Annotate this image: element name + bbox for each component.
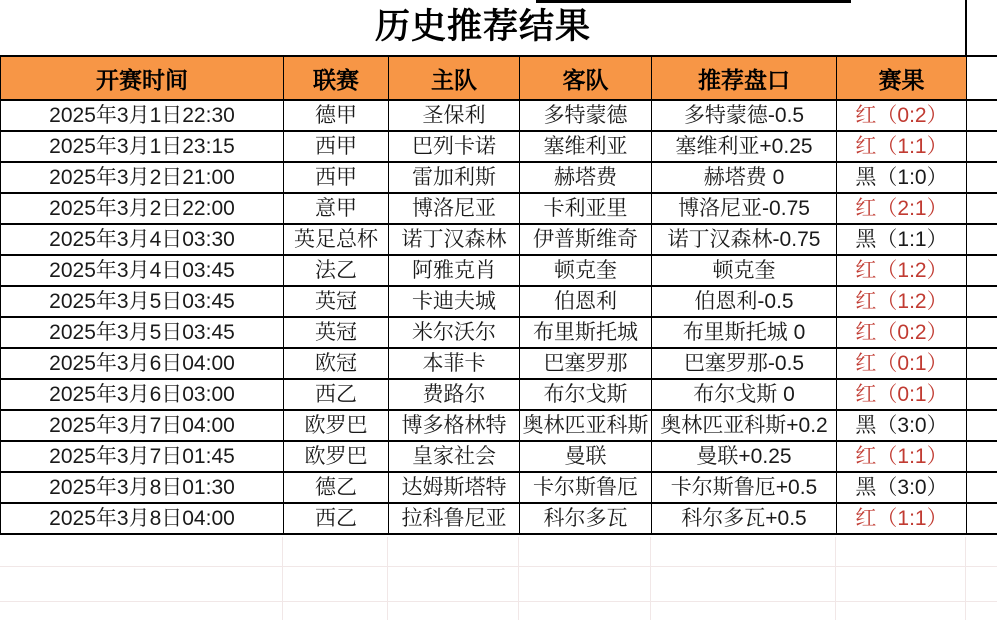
result-cell: 红（1:1） bbox=[837, 131, 967, 162]
header-cell-time: 开赛时间 bbox=[1, 56, 284, 100]
away-team-cell: 曼联 bbox=[520, 441, 652, 472]
time-cell: 2025年3月1日22:30 bbox=[1, 100, 284, 131]
home-team-cell: 米尔沃尔 bbox=[389, 317, 520, 348]
handicap-cell: 布尔戈斯 0 bbox=[652, 379, 837, 410]
home-team-cell: 卡迪夫城 bbox=[389, 286, 520, 317]
time-cell: 2025年3月6日04:00 bbox=[1, 348, 284, 379]
away-team-cell: 科尔多瓦 bbox=[520, 503, 652, 534]
result-cell: 黑（1:1） bbox=[837, 224, 967, 255]
faint-vertical-gridline bbox=[518, 537, 519, 620]
empty-edge-cell bbox=[967, 286, 997, 317]
time-cell: 2025年3月2日22:00 bbox=[1, 193, 284, 224]
empty-edge-cell bbox=[967, 224, 997, 255]
time-cell: 2025年3月8日04:00 bbox=[1, 503, 284, 534]
right-edge-gridline bbox=[965, 0, 967, 57]
league-cell: 西乙 bbox=[284, 379, 389, 410]
away-team-cell: 奥林匹亚科斯 bbox=[520, 410, 652, 441]
league-cell: 西乙 bbox=[284, 503, 389, 534]
result-cell: 红（1:2） bbox=[837, 286, 967, 317]
header-cell-away: 客队 bbox=[520, 56, 652, 100]
handicap-cell: 奥林匹亚科斯+0.2 bbox=[652, 410, 837, 441]
away-team-cell: 巴塞罗那 bbox=[520, 348, 652, 379]
home-team-cell: 皇家社会 bbox=[389, 441, 520, 472]
empty-edge-cell bbox=[967, 317, 997, 348]
results-table bbox=[0, 55, 997, 535]
league-cell: 西甲 bbox=[284, 162, 389, 193]
time-cell: 2025年3月5日03:45 bbox=[1, 317, 284, 348]
home-team-cell: 拉科鲁尼亚 bbox=[389, 503, 520, 534]
away-team-cell: 赫塔费 bbox=[520, 162, 652, 193]
result-cell: 黑（3:0） bbox=[837, 410, 967, 441]
away-team-cell: 卡尔斯鲁厄 bbox=[520, 472, 652, 503]
empty-edge-header-cell bbox=[967, 56, 997, 100]
result-cell: 红（1:1） bbox=[837, 441, 967, 472]
table-row bbox=[1, 472, 997, 503]
empty-edge-cell bbox=[967, 255, 997, 286]
table-row bbox=[1, 224, 997, 255]
result-cell: 红（0:1） bbox=[837, 379, 967, 410]
away-team-cell: 塞维利亚 bbox=[520, 131, 652, 162]
away-team-cell: 伊普斯维奇 bbox=[520, 224, 652, 255]
away-team-cell: 布尔戈斯 bbox=[520, 379, 652, 410]
empty-edge-cell bbox=[967, 348, 997, 379]
league-cell: 英冠 bbox=[284, 286, 389, 317]
empty-spreadsheet-area bbox=[0, 537, 997, 620]
away-team-cell: 伯恩利 bbox=[520, 286, 652, 317]
home-team-cell: 阿雅克肖 bbox=[389, 255, 520, 286]
home-team-cell: 圣保利 bbox=[389, 100, 520, 131]
time-cell: 2025年3月5日03:45 bbox=[1, 286, 284, 317]
handicap-cell: 巴塞罗那-0.5 bbox=[652, 348, 837, 379]
faint-vertical-gridline bbox=[387, 537, 388, 620]
handicap-cell: 多特蒙德-0.5 bbox=[652, 100, 837, 131]
league-cell: 英足总杯 bbox=[284, 224, 389, 255]
empty-edge-cell bbox=[967, 472, 997, 503]
league-cell: 英冠 bbox=[284, 317, 389, 348]
time-cell: 2025年3月7日01:45 bbox=[1, 441, 284, 472]
faint-vertical-gridline bbox=[650, 537, 651, 620]
home-team-cell: 博洛尼亚 bbox=[389, 193, 520, 224]
faint-vertical-gridline bbox=[282, 537, 283, 620]
table-row bbox=[1, 162, 997, 193]
away-team-cell: 顿克奎 bbox=[520, 255, 652, 286]
home-team-cell: 巴列卡诺 bbox=[389, 131, 520, 162]
home-team-cell: 本菲卡 bbox=[389, 348, 520, 379]
handicap-cell: 赫塔费 0 bbox=[652, 162, 837, 193]
header-cell-home: 主队 bbox=[389, 56, 520, 100]
title-band bbox=[0, 0, 966, 55]
header-cell-result: 赛果 bbox=[837, 56, 967, 100]
faint-vertical-gridline bbox=[835, 537, 836, 620]
result-cell: 黑（1:0） bbox=[837, 162, 967, 193]
empty-edge-cell bbox=[967, 100, 997, 131]
empty-edge-cell bbox=[967, 131, 997, 162]
handicap-cell: 诺丁汉森林-0.75 bbox=[652, 224, 837, 255]
table-row bbox=[1, 379, 997, 410]
handicap-cell: 博洛尼亚-0.75 bbox=[652, 193, 837, 224]
results-table-header bbox=[1, 56, 997, 100]
home-team-cell: 雷加利斯 bbox=[389, 162, 520, 193]
home-team-cell: 达姆斯塔特 bbox=[389, 472, 520, 503]
table-row bbox=[1, 317, 997, 348]
table-row bbox=[1, 348, 997, 379]
handicap-cell: 曼联+0.25 bbox=[652, 441, 837, 472]
result-cell: 红（1:1） bbox=[837, 503, 967, 534]
league-cell: 德甲 bbox=[284, 100, 389, 131]
result-cell: 红（0:2） bbox=[837, 317, 967, 348]
results-table-body bbox=[1, 100, 997, 534]
faint-vertical-gridline bbox=[965, 537, 966, 620]
result-cell: 红（0:1） bbox=[837, 348, 967, 379]
result-cell: 红（2:1） bbox=[837, 193, 967, 224]
time-cell: 2025年3月2日21:00 bbox=[1, 162, 284, 193]
league-cell: 西甲 bbox=[284, 131, 389, 162]
result-cell: 红（1:2） bbox=[837, 255, 967, 286]
faint-horizontal-gridline bbox=[0, 566, 997, 567]
league-cell: 德乙 bbox=[284, 472, 389, 503]
time-cell: 2025年3月4日03:45 bbox=[1, 255, 284, 286]
time-cell: 2025年3月8日01:30 bbox=[1, 472, 284, 503]
page-title: 历史推荐结果 bbox=[374, 7, 591, 46]
top-partial-gridline bbox=[536, 0, 851, 3]
faint-horizontal-gridline bbox=[0, 601, 997, 602]
header-cell-league: 联赛 bbox=[284, 56, 389, 100]
header-cell-handicap: 推荐盘口 bbox=[652, 56, 837, 100]
empty-edge-cell bbox=[967, 441, 997, 472]
handicap-cell: 塞维利亚+0.25 bbox=[652, 131, 837, 162]
table-row bbox=[1, 255, 997, 286]
time-cell: 2025年3月1日23:15 bbox=[1, 131, 284, 162]
time-cell: 2025年3月7日04:00 bbox=[1, 410, 284, 441]
empty-edge-cell bbox=[967, 379, 997, 410]
league-cell: 法乙 bbox=[284, 255, 389, 286]
table-row bbox=[1, 131, 997, 162]
league-cell: 欧罗巴 bbox=[284, 441, 389, 472]
table-row bbox=[1, 441, 997, 472]
handicap-cell: 卡尔斯鲁厄+0.5 bbox=[652, 472, 837, 503]
handicap-cell: 科尔多瓦+0.5 bbox=[652, 503, 837, 534]
away-team-cell: 布里斯托城 bbox=[520, 317, 652, 348]
league-cell: 欧罗巴 bbox=[284, 410, 389, 441]
home-team-cell: 费路尔 bbox=[389, 379, 520, 410]
time-cell: 2025年3月6日03:00 bbox=[1, 379, 284, 410]
time-cell: 2025年3月4日03:30 bbox=[1, 224, 284, 255]
home-team-cell: 博多格林特 bbox=[389, 410, 520, 441]
empty-edge-cell bbox=[967, 503, 997, 534]
table-row bbox=[1, 503, 997, 534]
header-row bbox=[1, 56, 997, 100]
table-row bbox=[1, 286, 997, 317]
empty-edge-cell bbox=[967, 162, 997, 193]
handicap-cell: 伯恩利-0.5 bbox=[652, 286, 837, 317]
result-cell: 黑（3:0） bbox=[837, 472, 967, 503]
handicap-cell: 布里斯托城 0 bbox=[652, 317, 837, 348]
table-row bbox=[1, 193, 997, 224]
empty-edge-cell bbox=[967, 410, 997, 441]
league-cell: 意甲 bbox=[284, 193, 389, 224]
away-team-cell: 多特蒙德 bbox=[520, 100, 652, 131]
result-cell: 红（0:2） bbox=[837, 100, 967, 131]
empty-edge-cell bbox=[967, 193, 997, 224]
handicap-cell: 顿克奎 bbox=[652, 255, 837, 286]
table-row bbox=[1, 100, 997, 131]
away-team-cell: 卡利亚里 bbox=[520, 193, 652, 224]
league-cell: 欧冠 bbox=[284, 348, 389, 379]
home-team-cell: 诺丁汉森林 bbox=[389, 224, 520, 255]
table-row bbox=[1, 410, 997, 441]
